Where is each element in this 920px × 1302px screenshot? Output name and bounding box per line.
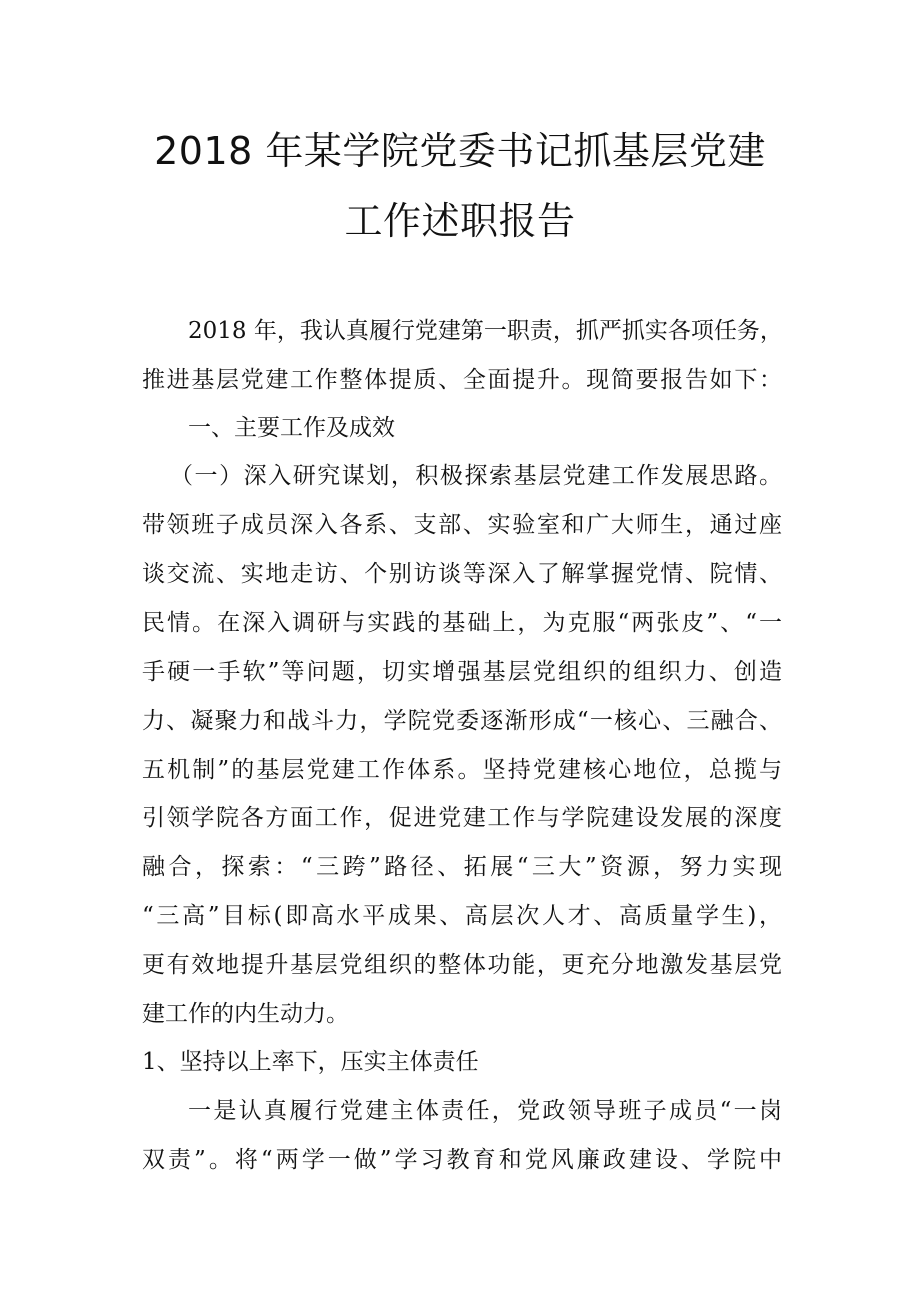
- body-line: 民情。在深入调研与实践的基础上，为克服“两张皮”、“一: [142, 610, 782, 636]
- body-line: 一是认真履行党建主体责任，党政领导班子成员“一岗: [188, 1098, 782, 1124]
- body-line: 手硬一手软”等问题，切实增强基层党组织的组织力、创造: [142, 659, 782, 685]
- section-heading: 一、主要工作及成效: [188, 415, 395, 441]
- body-line: 推进基层党建工作整体提质、全面提升。现简要报告如下：: [142, 367, 782, 393]
- document-title-line-1: 2018 年某学院党委书记抓基层党建: [154, 129, 766, 173]
- body-line: 2018 年，我认真履行党建第一职责，抓严抓实各项任务，: [188, 318, 783, 344]
- body-line: “三高”目标(即高水平成果、高层次人才、高质量学生)，: [142, 903, 782, 929]
- body-line: 引领学院各方面工作，促进党建工作与学院建设发展的深度: [142, 805, 782, 831]
- body-line: 融合，探索：“三跨”路径、拓展“三大”资源，努力实现: [142, 854, 782, 880]
- document-title-line-2: 工作述职报告: [344, 199, 576, 243]
- body-line: 五机制”的基层党建工作体系。坚持党建核心地位，总揽与: [142, 757, 782, 783]
- body-line: 力、凝聚力和战斗力，学院党委逐渐形成“一核心、三融合、: [142, 708, 782, 734]
- body-line: 建工作的内生动力。: [142, 1001, 349, 1027]
- body-line: 带领班子成员深入各系、支部、实验室和广大师生，通过座: [142, 512, 782, 538]
- numbered-heading: 1、坚持以上率下，压实主体责任: [142, 1049, 479, 1075]
- body-line: 更有效地提升基层党组织的整体功能，更充分地激发基层党: [142, 952, 782, 978]
- body-line: 谈交流、实地走访、个别访谈等深入了解掌握党情、院情、: [142, 561, 782, 587]
- subsection-heading: （一）深入研究谋划，积极探索基层党建工作发展思路。: [170, 463, 782, 489]
- body-line: 双责”。将“两学一做”学习教育和党风廉政建设、学院中: [142, 1147, 782, 1173]
